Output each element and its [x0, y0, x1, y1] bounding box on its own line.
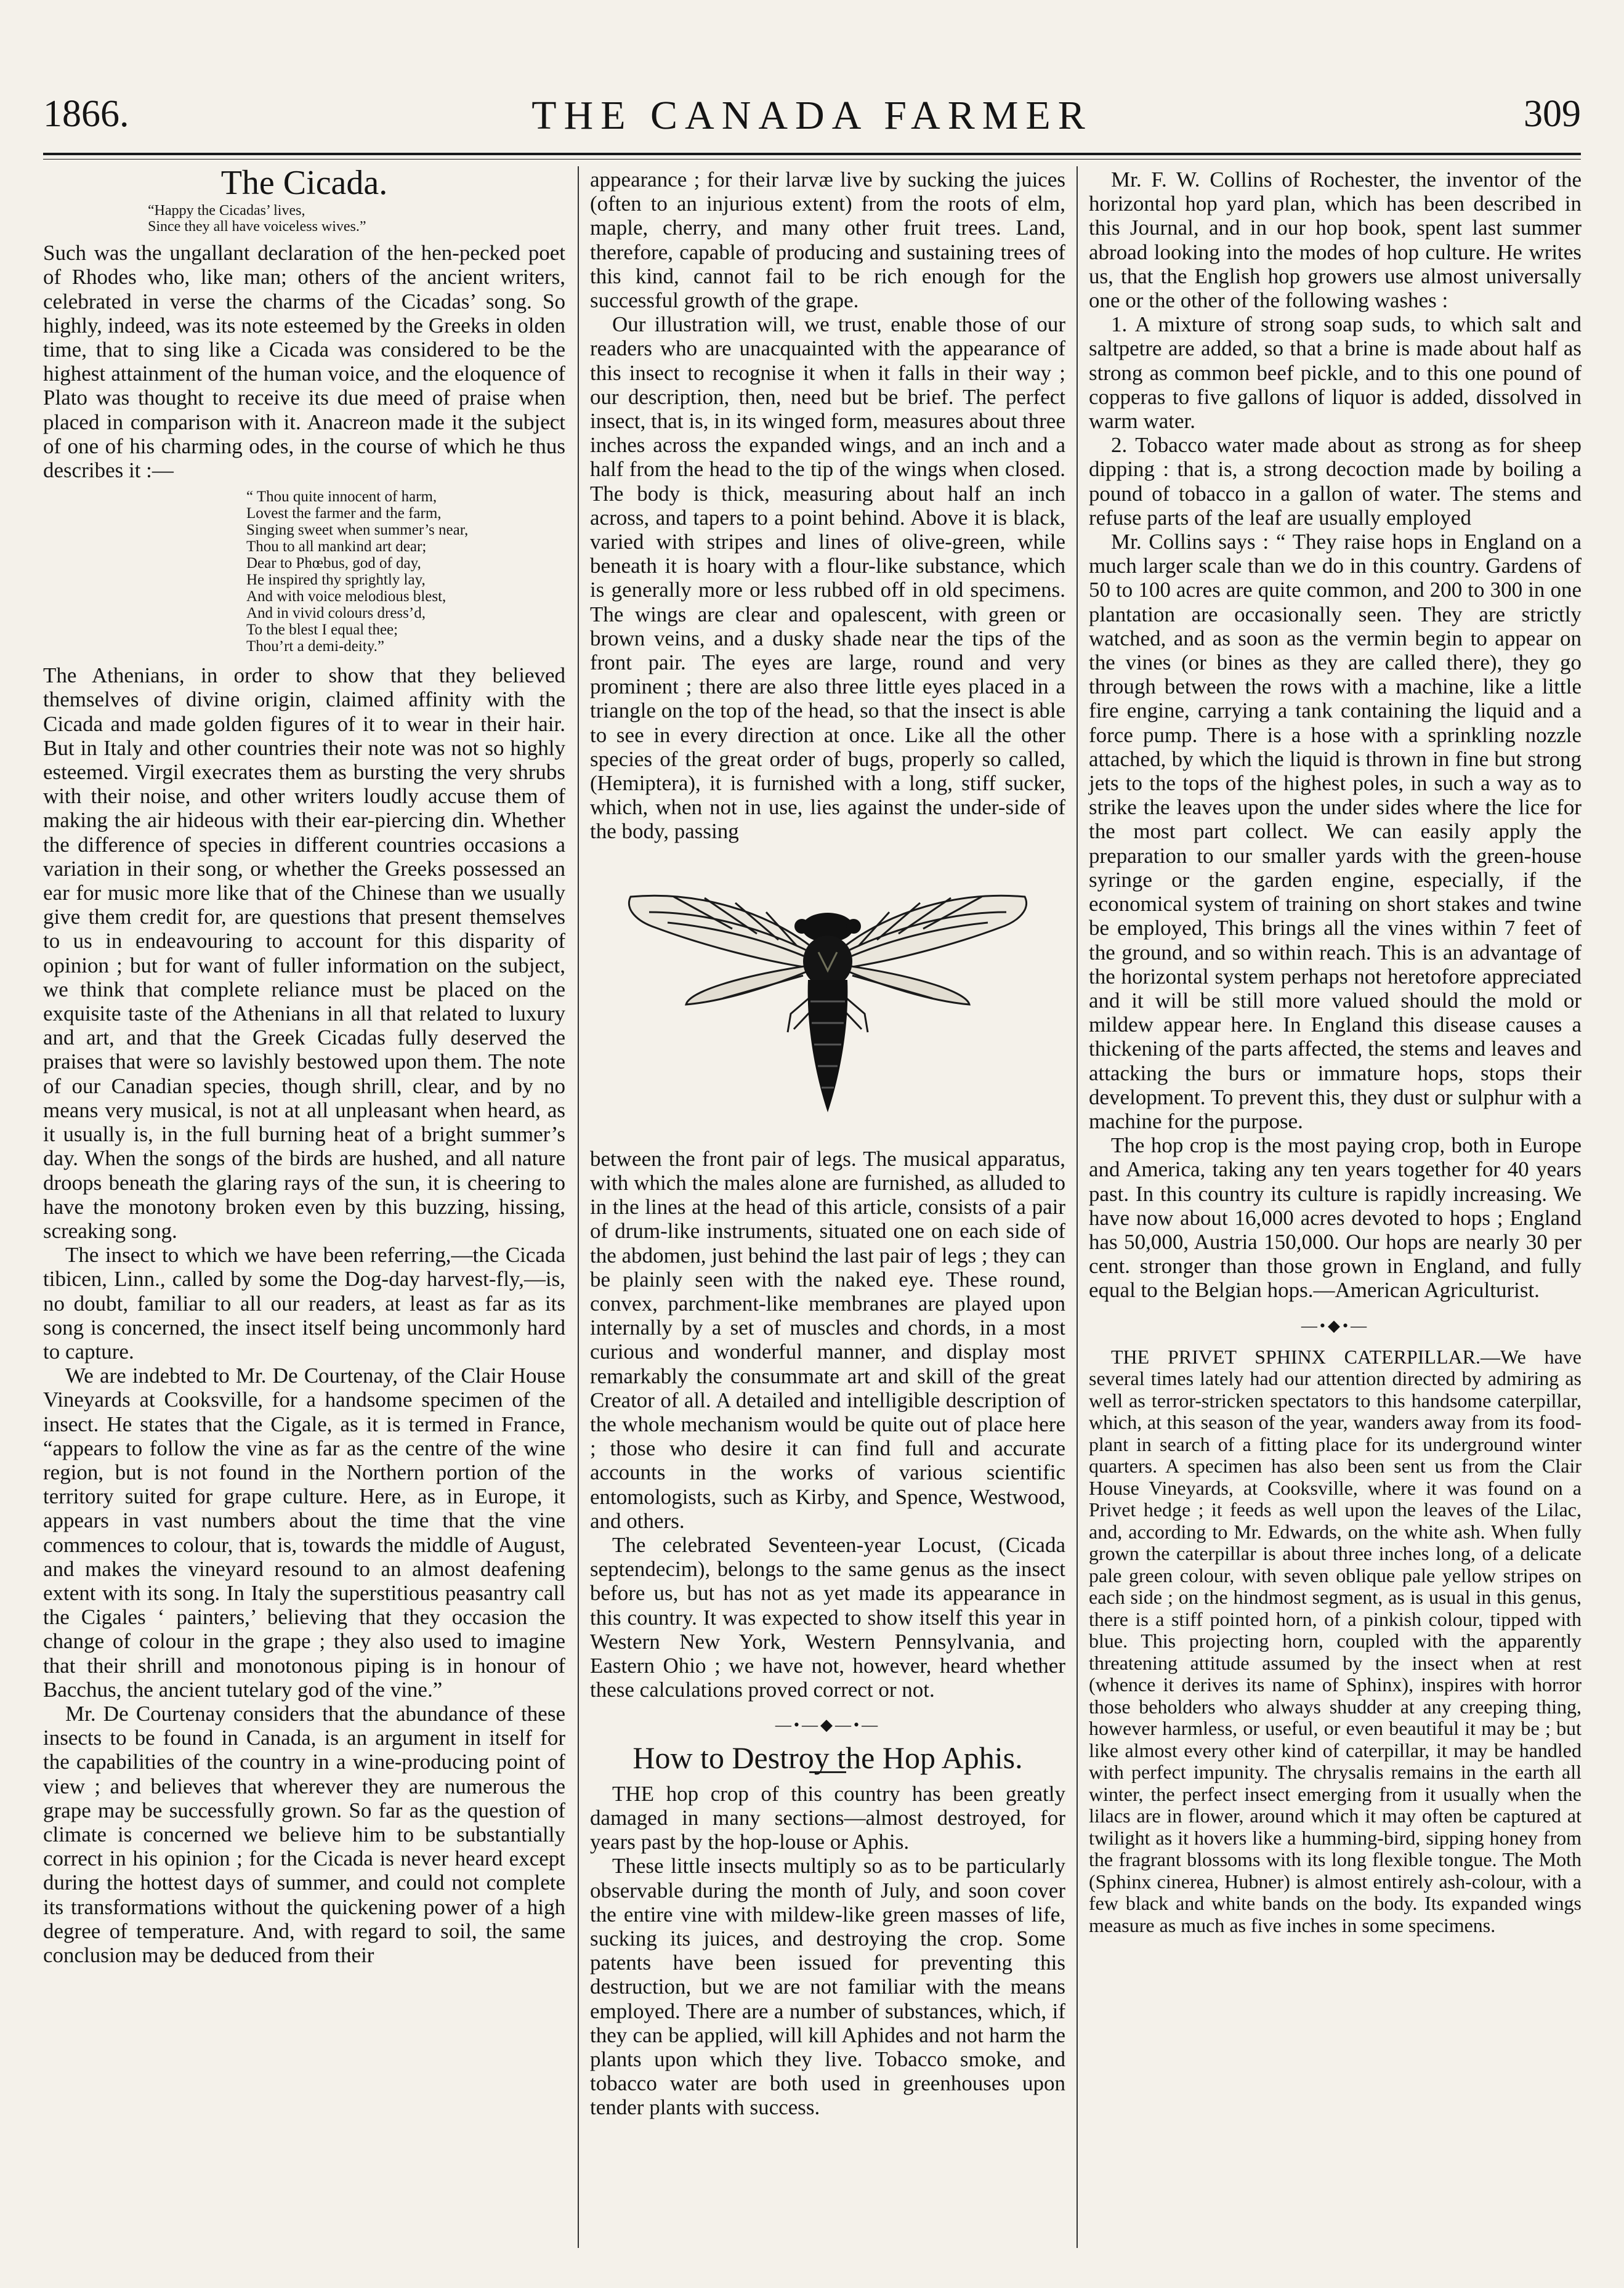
paragraph: The Athenians, in order to show that they believed themselves of divine origin, claimed affinity with the Cicada and made golden figures of it to wear in their hair. But in Italy and other countries their note was not so highly esteemed. Virgil execrates them as bursting the very shrubs with their noise, and other writers loudly accuse them of making the air hideous with their ear-piercing din. Whether the difference of species in different countries occasions a variation in their song, or whether the Greeks possessed an ear for music more like that of the Chinese than we usually give them credit for, are questions that present themselves to us in endeavouring to account for this disparity of opinion ; but for want of fuller information on the subject, we think that complete reliance must be placed on the exquisite taste of the Athenians in all that related to luxury and art, and that the Greek Cicadas fully deserved the praises that were so lavishly bestowed upon them. The note of our Canadian species, though shrill, clear, and by no means very musical, is not at all unpleasant when heard, as it usually is, in the full burning heat of a bright summer’s day. When the songs of the birds are hushed, and all nature droops beneath the glaring rays of the sun, it is cheering to have the monotony broken even by this buzzing, hissing, screaking song. [43, 663, 565, 1243]
paragraph: 2. Tobacco water made about as strong as for sheep dipping : that is, a strong decoction made by boiling a pound of tobacco in a gallon of water. The stems and refuse parts of the leaf are usually employed [1089, 433, 1582, 530]
paragraph: Such was the ungallant declaration of the hen-pecked poet of Rhodes who, like man; others of the ancient writers, celebrated in verse the charms of the Cicadas’ song. So highly, indeed, was its note esteemed by the Greeks in olden time, that to sing like a Cicada was considered to be the highest attainment of the human voice, and the eloquence of Plato was thought to receive its due meed of praise when placed in comparison with it. Anacreon made it the subject of one of his charming odes, in the course of which he thus describes it :— [43, 241, 565, 483]
poem-line: And in vivid colours dress’d, [246, 605, 426, 622]
section-separator: —•◆•— [1301, 1316, 1370, 1335]
poem-line: And with voice melodious blest, [246, 588, 446, 605]
column-3 [1089, 168, 1582, 1936]
cicada-article-heading: The Cicada. [220, 164, 388, 202]
poem [246, 488, 565, 655]
poem-line: Lovest the farmer and the farm, [246, 505, 442, 522]
hop-aphis-heading: How to Destroy the Hop Aphis. [632, 1740, 1023, 1775]
column-divider-1 [578, 166, 579, 2248]
poem-line: Thou to all mankind art dear; [246, 538, 427, 556]
issue-year: 1866. [43, 93, 129, 135]
epigraph-line: Since they all have voiceless wives.” [148, 219, 366, 235]
paragraph: between the front pair of legs. The musical apparatus, with which the males alone are furnished, as alluded to in the lines at the head of this article, consists of a pair of drum-like instruments, situated one on each side of the abdomen, just behind the last pair of legs ; they can be plainly seen with the naked eye. These round, convex, parchment-like membranes are played upon internally by a set of muscles and chords, in a most curious and wonderful manner, and display most remarkably the consummate art and skill of the great Creator of all. A detailed and intelligible description of the whole mechanism would be quite out of place here ; those who desire it can find full and accurate accounts in the works of various scientific entomologists, such as Kirby, and Spence, Westwood, and others. [590, 1146, 1065, 1533]
article-body: —We have several times lately had our attention directed by admiring as well as terror-stricken spectators to this handsome caterpillar, which, at this season of the year, wanders away from its food-plant in search of a fitting place for its underground winter quarters. A specimen has also been sent us from the Clair House Vineyards, at Cooksville, where it was found on a Privet hedge ; it feeds as well upon the leaves of the Lilac, and, according to Mr. Edwards, on the white ash. When fully grown the caterpillar is about three inches long, of a delicate pale green colour, with seven oblique pale yellow stripes on each side ; on the hindmost segment, as is usual in this genus, there is a stiff pointed horn, of a pinkish colour, tipped with blue. This projecting horn, coupled with the apparently threatening attitude assumed by the insect when at rest (whence it derives its name of Sphinx), inspires with horror those beholders who always shudder at any creeping thing, however harmless, or useful, or even beautiful it may be ; but like almost every other kind of caterpillar, it may be handled with perfect impunity. The chrysalis remains in the earth all winter, the perfect insect emerging from it usually when the lilacs are in flower, around which it may often be captured at twilight as it hovers like a humming-bird, sipping honey from the fragrant blossoms with its long flexible tongue. The Moth (Sphinx cinerea, Hubner) is almost entirely ash-colour, with a few black and white bands on the body. Its expanded wings measure as much as five inches in some specimens. [1089, 1345, 1582, 1936]
section-separator: —•—◆—•— [775, 1716, 881, 1734]
paragraph [1089, 1346, 1582, 1937]
paragraph: 1. A mixture of strong soap suds, to which salt and saltpetre are added, so that a brine is made about half as strong as common beef pickle, and to this one pound of copperas to five gallons of liquor is added, dissolved in warm water. [1089, 312, 1582, 434]
poem-line: Thou’rt a demi-deity.” [246, 638, 384, 655]
paragraph: Mr. F. W. Collins of Rochester, the inventor of the horizontal hop yard plan, which has been described in this Journal, and in our hop book, spent last summer abroad looking into the modes of hop culture. He writes us, that the English hop growers use almost universally one or the other of the following washes : [1089, 168, 1582, 313]
poem-line: To the blest I equal thee; [246, 621, 398, 639]
paragraph: THE hop crop of this country has been greatly damaged in many sections—almost destroyed, for years past by the hop-louse or Aphis. [590, 1781, 1065, 1854]
paragraph: Mr. Collins says : “ They raise hops in England on a much larger scale than we do in this country. Gardens of 50 to 100 acres are quite common, and 200 to 300 in one plantation are occasionally seen. They are strictly watched, and as soon as the vermin begin to appear on the vines (or bines as they are called there), they go through between the rows with a machine, like a little fire engine, carrying a tank containing the liquid and a force pump. There is a hose with a sprinkling nozzle attached, by which the liquid is thrown in fine but strong jets to the tops of the highest poles, in such a way as to strike the leaves upon the under sides where the lice for the most part collect. We can easily apply the preparation to our smaller yards with the green-house syringe or the garden engine, especially, if the economical system of training on short stakes and twine be employed, This brings all the vines within 7 feet of the ground, and so within reach. This is an advantage of the horizontal system perhaps not heretofore appreciated and it will be still more valued should the mold or mildew appear here. In England this disease causes a thickening of the parts affected, the stems and leaves and attacking the burs or immature hops, stops their development. To prevent this, they dust or sulphur with a machine for the purpose. [1089, 530, 1582, 1133]
header-rule-thin [43, 159, 1581, 160]
header-rule [43, 153, 1581, 155]
column-divider-2 [1077, 166, 1078, 2248]
column-1 [43, 164, 565, 1967]
paragraph: Our illustration will, we trust, enable those of our readers who are unacquainted with the appearance of this insect to recognise it when it falls in their way ; our description, then, need but be brief. The perfect insect, that is, in its winged form, measures about three inches across the expanded wings, and an inch and a half from the head to the tip of the wings when closed. The body is thick, measuring about half an inch across, and tapers to a point behind. Above it is black, varied with stripes and lines of olive-green, while beneath it is hoary with a flour-like substance, which is generally more or less rubbed off in old specimens. The wings are clear and opalescent, with green or brown veins, and a dusky shade near the tips of the front pair. The eyes are large, round and very prominent ; there are also three little eyes placed in a triangle on the top of the head, so that the insect is able to see in every direction at once. Like all the other species of the great order of bugs, properly so called, (Hemiptera), it is furnished with a long, stiff sucker, which, when not in use, lies against the under-side of the body, passing [590, 312, 1065, 844]
masthead-title: THE CANADA FARMER [531, 93, 1093, 138]
paragraph: The insect to which we have been referring,—the Cicada tibicen, Linn., called by some the Dog-day harvest-fly,—is, no doubt, familiar to all our readers, at least as far as its song is concerned, the insect itself being uncommonly hard to capture. [43, 1243, 565, 1364]
poem-line: He inspired thy sprightly lay, [246, 572, 426, 589]
paragraph: We are indebted to Mr. De Courtenay, of the Clair House Vineyards at Cooksville, for a handsome specimen of the insect. He states that the Cigale, as it is termed in France, “appears to follow the vine as far as the centre of the wine region, but is not found in the Northern portion of the territory suited for grape culture. Here, as in Europe, it appears in vast numbers about the time that the vine commences to colour, that is, towards the middle of August, and makes the vineyard resound to an almost deafening extent with its song. In Italy the superstitious peasantry call the Cigales ‘ painters,’ believing that they occasion the change of colour in the grape ; they also used to imagine that their shrill and monotonous piping is in honour of Bacchus, the ancient tutelary god of the vine.” [43, 1364, 565, 1702]
paragraph: Mr. De Courtenay considers that the abundance of these insects to be found in Canada, is an argument in itself for the capabilities of the country in a wine-producing point of view ; and believes that wherever they are numerous the grape may be successfully grown. So far as the question of climate is concerned we believe him to be substantially correct in his opinion ; for the Cicada is never heard except during the hottest days of summer, and could not complete its transformations without the quickening power of a high degree of temperature. And, with regard to soil, the same conclusion may be deduced from their [43, 1701, 565, 1967]
poem-line: Singing sweet when summer’s near, [246, 522, 469, 539]
epigraph [148, 203, 565, 235]
paragraph: The celebrated Seventeen-year Locust, (Cicada septendecim), belongs to the same genus as the insect before us, but has not as yet made its appearance in this country. It was expected to show itself this year in Western New York, Western Pennsylvania, and Eastern Ohio ; we have not, however, heard whether these calculations proved correct or not. [590, 1532, 1065, 1702]
page-header [43, 92, 1581, 142]
paragraph: The hop crop is the most paying crop, both in Europe and America, taking any ten years together for 40 years past. In this country its culture is rapidly increasing. We have now about 16,000 acres devoted to hops ; England has 50,000, Austria 150,000. Our hops are nearly 30 per cent. stronger than those grown in England, and fully equal to the Belgian hops.—American Agriculturist. [1089, 1133, 1582, 1303]
page-number: 309 [1524, 93, 1581, 135]
poem-line: “ Thou quite innocent of harm, [246, 488, 437, 506]
cicada-illustration [612, 854, 1043, 1137]
column-2 [590, 168, 1065, 2120]
paragraph: appearance ; for their larvæ live by sucking the juices (often to an injurious extent) from the roots of elm, maple, cherry, and many other fruit trees. Land, therefore, capable of producing and sustaining trees of this kind, cannot fail to be rich enough for the successful growth of the grape. [590, 168, 1065, 313]
article-lead-title: THE PRIVET SPHINX CATERPILLAR. [1111, 1345, 1481, 1368]
epigraph-line: “Happy the Cicadas’ lives, [148, 203, 305, 219]
poem-line: Dear to Phœbus, god of day, [246, 555, 421, 572]
paragraph: These little insects multiply so as to be particularly observable during the month of July, and soon cover the entire vine with mildew-like green masses of life, sucking its juices, and destroying the crop. Some patents have been issued for preventing this destruction, but we are not familiar with the means employed. There are a number of substances, which, if they can be applied, will kill Aphides and not harm the plants upon which they live. Tobacco smoke, and tobacco water are both used in greenhouses upon tender plants with success. [590, 1854, 1065, 2120]
